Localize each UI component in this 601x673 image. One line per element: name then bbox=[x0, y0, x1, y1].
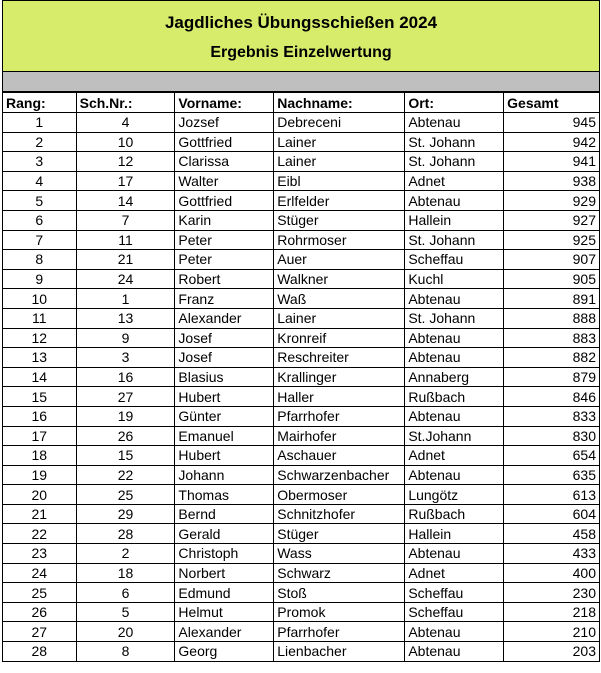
cell-vorname: Josef bbox=[175, 328, 274, 348]
cell-ort: Hallein bbox=[405, 524, 504, 544]
cell-gesamt: 604 bbox=[504, 504, 600, 524]
cell-rang: 28 bbox=[3, 642, 77, 662]
cell-nachname: Kronreif bbox=[274, 328, 405, 348]
cell-rang: 17 bbox=[3, 426, 77, 446]
cell-vorname: Christoph bbox=[175, 544, 274, 564]
cell-nachname: Erlfelder bbox=[274, 191, 405, 211]
cell-schnr: 11 bbox=[76, 230, 175, 250]
cell-gesamt: 938 bbox=[504, 171, 600, 191]
cell-vorname: Hubert bbox=[175, 446, 274, 466]
cell-ort: Adnet bbox=[405, 171, 504, 191]
cell-rang: 8 bbox=[3, 250, 77, 270]
column-header-nachname: Nachname: bbox=[274, 93, 405, 113]
cell-rang: 9 bbox=[3, 269, 77, 289]
table-row bbox=[3, 171, 600, 191]
cell-schnr: 13 bbox=[76, 308, 175, 328]
cell-schnr: 22 bbox=[76, 465, 175, 485]
cell-nachname: Lainer bbox=[274, 132, 405, 152]
cell-schnr: 18 bbox=[76, 563, 175, 583]
cell-rang: 12 bbox=[3, 328, 77, 348]
separator-bar bbox=[2, 72, 600, 92]
cell-ort: Adnet bbox=[405, 446, 504, 466]
cell-nachname: Stoß bbox=[274, 583, 405, 603]
table-row bbox=[3, 622, 600, 642]
cell-vorname: Johann bbox=[175, 465, 274, 485]
cell-gesamt: 210 bbox=[504, 622, 600, 642]
cell-rang: 22 bbox=[3, 524, 77, 544]
table-row bbox=[3, 308, 600, 328]
cell-gesamt: 929 bbox=[504, 191, 600, 211]
table-row bbox=[3, 269, 600, 289]
cell-schnr: 14 bbox=[76, 191, 175, 211]
cell-gesamt: 882 bbox=[504, 348, 600, 368]
cell-schnr: 1 bbox=[76, 289, 175, 309]
table-row bbox=[3, 387, 600, 407]
cell-vorname: Gottfried bbox=[175, 132, 274, 152]
cell-vorname: Clarissa bbox=[175, 152, 274, 172]
cell-nachname: Waß bbox=[274, 289, 405, 309]
cell-ort: Abtenau bbox=[405, 191, 504, 211]
cell-schnr: 29 bbox=[76, 504, 175, 524]
cell-rang: 18 bbox=[3, 446, 77, 466]
cell-rang: 25 bbox=[3, 583, 77, 603]
cell-gesamt: 883 bbox=[504, 328, 600, 348]
cell-rang: 5 bbox=[3, 191, 77, 211]
column-header-vorname: Vorname: bbox=[175, 93, 274, 113]
cell-rang: 16 bbox=[3, 406, 77, 426]
cell-gesamt: 941 bbox=[504, 152, 600, 172]
table-body bbox=[3, 113, 600, 662]
cell-ort: Adnet bbox=[405, 563, 504, 583]
cell-gesamt: 654 bbox=[504, 446, 600, 466]
cell-rang: 21 bbox=[3, 504, 77, 524]
cell-nachname: Eibl bbox=[274, 171, 405, 191]
cell-rang: 26 bbox=[3, 602, 77, 622]
cell-nachname: Pfarrhofer bbox=[274, 622, 405, 642]
cell-schnr: 28 bbox=[76, 524, 175, 544]
cell-ort: Annaberg bbox=[405, 367, 504, 387]
cell-schnr: 10 bbox=[76, 132, 175, 152]
cell-ort: Scheffau bbox=[405, 602, 504, 622]
cell-nachname: Lainer bbox=[274, 308, 405, 328]
cell-vorname: Alexander bbox=[175, 308, 274, 328]
cell-nachname: Debreceni bbox=[274, 113, 405, 133]
cell-vorname: Blasius bbox=[175, 367, 274, 387]
cell-gesamt: 400 bbox=[504, 563, 600, 583]
cell-gesamt: 942 bbox=[504, 132, 600, 152]
table-row bbox=[3, 191, 600, 211]
cell-schnr: 9 bbox=[76, 328, 175, 348]
cell-schnr: 27 bbox=[76, 387, 175, 407]
column-header-gesamt: Gesamt bbox=[504, 93, 600, 113]
cell-rang: 27 bbox=[3, 622, 77, 642]
cell-nachname: Walkner bbox=[274, 269, 405, 289]
cell-rang: 2 bbox=[3, 132, 77, 152]
results-sheet bbox=[2, 0, 600, 662]
cell-rang: 19 bbox=[3, 465, 77, 485]
cell-vorname: Hubert bbox=[175, 387, 274, 407]
cell-vorname: Günter bbox=[175, 406, 274, 426]
cell-ort: Abtenau bbox=[405, 113, 504, 133]
column-header-schnr: Sch.Nr.: bbox=[76, 93, 175, 113]
page-title: Jagdliches Übungsschießen 2024 bbox=[164, 13, 438, 32]
cell-nachname: Auer bbox=[274, 250, 405, 270]
cell-ort: Abtenau bbox=[405, 544, 504, 564]
cell-nachname: Krallinger bbox=[274, 367, 405, 387]
cell-nachname: Schwarzenbacher bbox=[274, 465, 405, 485]
table-row bbox=[3, 328, 600, 348]
cell-ort: Abtenau bbox=[405, 289, 504, 309]
table-row bbox=[3, 113, 600, 133]
cell-rang: 14 bbox=[3, 367, 77, 387]
cell-ort: Abtenau bbox=[405, 642, 504, 662]
cell-schnr: 19 bbox=[76, 406, 175, 426]
cell-schnr: 24 bbox=[76, 269, 175, 289]
cell-ort: Abtenau bbox=[405, 465, 504, 485]
cell-gesamt: 879 bbox=[504, 367, 600, 387]
table-header-row bbox=[3, 93, 600, 113]
table-row bbox=[3, 602, 600, 622]
table-row bbox=[3, 289, 600, 309]
cell-gesamt: 891 bbox=[504, 289, 600, 309]
cell-vorname: Peter bbox=[175, 230, 274, 250]
cell-vorname: Georg bbox=[175, 642, 274, 662]
cell-schnr: 8 bbox=[76, 642, 175, 662]
cell-ort: St.Johann bbox=[405, 426, 504, 446]
cell-rang: 23 bbox=[3, 544, 77, 564]
table-row bbox=[3, 544, 600, 564]
cell-rang: 10 bbox=[3, 289, 77, 309]
cell-schnr: 7 bbox=[76, 210, 175, 230]
cell-vorname: Helmut bbox=[175, 602, 274, 622]
table-row bbox=[3, 446, 600, 466]
cell-ort: Hallein bbox=[405, 210, 504, 230]
cell-gesamt: 230 bbox=[504, 583, 600, 603]
cell-nachname: Pfarrhofer bbox=[274, 406, 405, 426]
cell-rang: 13 bbox=[3, 348, 77, 368]
cell-gesamt: 907 bbox=[504, 250, 600, 270]
cell-nachname: Stüger bbox=[274, 524, 405, 544]
cell-vorname: Norbert bbox=[175, 563, 274, 583]
cell-schnr: 21 bbox=[76, 250, 175, 270]
table-row bbox=[3, 230, 600, 250]
table-row bbox=[3, 485, 600, 505]
page-subtitle: Ergebnis Einzelwertung bbox=[210, 44, 392, 61]
cell-vorname: Alexander bbox=[175, 622, 274, 642]
column-header-rang: Rang: bbox=[3, 93, 77, 113]
cell-rang: 7 bbox=[3, 230, 77, 250]
cell-schnr: 17 bbox=[76, 171, 175, 191]
cell-vorname: Robert bbox=[175, 269, 274, 289]
table-row bbox=[3, 426, 600, 446]
cell-vorname: Gottfried bbox=[175, 191, 274, 211]
table-row bbox=[3, 250, 600, 270]
cell-gesamt: 927 bbox=[504, 210, 600, 230]
table-row bbox=[3, 367, 600, 387]
cell-ort: St. Johann bbox=[405, 152, 504, 172]
cell-vorname: Emanuel bbox=[175, 426, 274, 446]
table-row bbox=[3, 132, 600, 152]
table-row bbox=[3, 465, 600, 485]
cell-gesamt: 830 bbox=[504, 426, 600, 446]
cell-gesamt: 613 bbox=[504, 485, 600, 505]
cell-rang: 1 bbox=[3, 113, 77, 133]
cell-nachname: Haller bbox=[274, 387, 405, 407]
table-row bbox=[3, 348, 600, 368]
table-row bbox=[3, 210, 600, 230]
cell-nachname: Schwarz bbox=[274, 563, 405, 583]
cell-gesamt: 635 bbox=[504, 465, 600, 485]
cell-ort: Scheffau bbox=[405, 250, 504, 270]
cell-schnr: 26 bbox=[76, 426, 175, 446]
cell-schnr: 15 bbox=[76, 446, 175, 466]
cell-nachname: Rohrmoser bbox=[274, 230, 405, 250]
cell-gesamt: 433 bbox=[504, 544, 600, 564]
cell-vorname: Josef bbox=[175, 348, 274, 368]
cell-ort: Abtenau bbox=[405, 328, 504, 348]
cell-vorname: Franz bbox=[175, 289, 274, 309]
table-row bbox=[3, 583, 600, 603]
cell-nachname: Stüger bbox=[274, 210, 405, 230]
cell-ort: Abtenau bbox=[405, 406, 504, 426]
cell-ort: Rußbach bbox=[405, 387, 504, 407]
cell-vorname: Gerald bbox=[175, 524, 274, 544]
cell-gesamt: 925 bbox=[504, 230, 600, 250]
cell-gesamt: 218 bbox=[504, 602, 600, 622]
cell-ort: Scheffau bbox=[405, 583, 504, 603]
cell-nachname: Aschauer bbox=[274, 446, 405, 466]
cell-vorname: Thomas bbox=[175, 485, 274, 505]
table-row bbox=[3, 152, 600, 172]
cell-nachname: Obermoser bbox=[274, 485, 405, 505]
cell-schnr: 20 bbox=[76, 622, 175, 642]
cell-rang: 6 bbox=[3, 210, 77, 230]
table-row bbox=[3, 563, 600, 583]
title-banner bbox=[2, 0, 600, 72]
cell-rang: 15 bbox=[3, 387, 77, 407]
cell-ort: St. Johann bbox=[405, 132, 504, 152]
cell-schnr: 16 bbox=[76, 367, 175, 387]
cell-gesamt: 888 bbox=[504, 308, 600, 328]
results-table bbox=[2, 92, 600, 662]
cell-ort: Abtenau bbox=[405, 348, 504, 368]
cell-schnr: 12 bbox=[76, 152, 175, 172]
cell-nachname: Promok bbox=[274, 602, 405, 622]
column-header-ort: Ort: bbox=[405, 93, 504, 113]
cell-vorname: Peter bbox=[175, 250, 274, 270]
cell-nachname: Lainer bbox=[274, 152, 405, 172]
cell-schnr: 6 bbox=[76, 583, 175, 603]
cell-nachname: Wass bbox=[274, 544, 405, 564]
cell-vorname: Walter bbox=[175, 171, 274, 191]
cell-gesamt: 905 bbox=[504, 269, 600, 289]
cell-nachname: Mairhofer bbox=[274, 426, 405, 446]
cell-schnr: 3 bbox=[76, 348, 175, 368]
cell-vorname: Edmund bbox=[175, 583, 274, 603]
table-row bbox=[3, 406, 600, 426]
cell-nachname: Lienbacher bbox=[274, 642, 405, 662]
cell-schnr: 2 bbox=[76, 544, 175, 564]
cell-ort: Kuchl bbox=[405, 269, 504, 289]
cell-vorname: Jozsef bbox=[175, 113, 274, 133]
cell-rang: 24 bbox=[3, 563, 77, 583]
cell-ort: St. Johann bbox=[405, 308, 504, 328]
cell-gesamt: 203 bbox=[504, 642, 600, 662]
cell-nachname: Reschreiter bbox=[274, 348, 405, 368]
cell-ort: St. Johann bbox=[405, 230, 504, 250]
cell-ort: Rußbach bbox=[405, 504, 504, 524]
cell-rang: 20 bbox=[3, 485, 77, 505]
cell-rang: 4 bbox=[3, 171, 77, 191]
cell-rang: 11 bbox=[3, 308, 77, 328]
table-row bbox=[3, 504, 600, 524]
cell-rang: 3 bbox=[3, 152, 77, 172]
cell-ort: Lungötz bbox=[405, 485, 504, 505]
cell-vorname: Karin bbox=[175, 210, 274, 230]
table-row bbox=[3, 524, 600, 544]
cell-nachname: Schnitzhofer bbox=[274, 504, 405, 524]
cell-gesamt: 846 bbox=[504, 387, 600, 407]
cell-schnr: 5 bbox=[76, 602, 175, 622]
table-row bbox=[3, 642, 600, 662]
cell-schnr: 4 bbox=[76, 113, 175, 133]
cell-ort: Abtenau bbox=[405, 622, 504, 642]
cell-schnr: 25 bbox=[76, 485, 175, 505]
cell-gesamt: 833 bbox=[504, 406, 600, 426]
cell-vorname: Bernd bbox=[175, 504, 274, 524]
cell-gesamt: 945 bbox=[504, 113, 600, 133]
cell-gesamt: 458 bbox=[504, 524, 600, 544]
